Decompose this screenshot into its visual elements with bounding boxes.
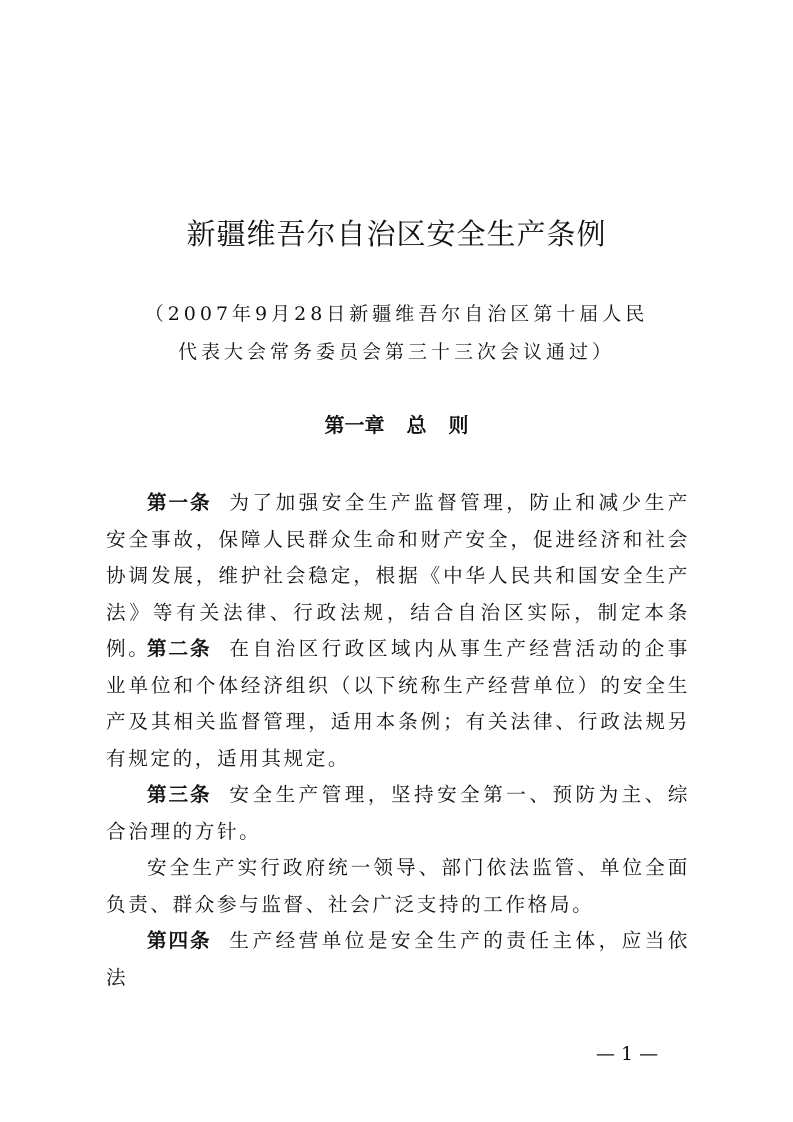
article-text: 生产经营单位是安全生产的责任主体，应当依法 (106, 929, 691, 989)
document-title: 新疆维吾尔自治区安全生产条例 (186, 217, 607, 251)
adoption-note-line-2: 代表大会常务委员会第三十三次会议通过） (177, 341, 615, 363)
article-paragraph (106, 631, 690, 777)
page-number: — 1 — (596, 1043, 659, 1065)
chapter-title-part-2: 则 (448, 413, 469, 437)
article-paragraph (106, 850, 690, 923)
chapter-number: 第一章 (324, 413, 385, 437)
article-label: 第四条 (147, 929, 212, 952)
adoption-note-line-1: （2007年9月28日新疆维吾尔自治区第十届人民 (144, 303, 649, 325)
article-label: 第三条 (147, 783, 212, 806)
article-label: 第一条 (147, 491, 212, 514)
article-text: 为了加强安全生产监督管理，防止和减少生产安全事故，保障人民群众生命和财产安全，促进经济和社会协调发展，维护社会稳定，根据《中华人民共和国安全生产法》等有关法律、行政法规，结合自治区实际，制定本条例。 (106, 491, 691, 660)
article-text: 在自治区行政区域内从事生产经营活动的企事业单位和个体经济组织（以下统称生产经营单位）的安全生产及其相关监督管理，适用本条例；有关法律、行政法规另有规定的，适用其规定。 (106, 637, 691, 770)
chapter-heading (0, 410, 793, 440)
chapter-title-part-1: 总 (406, 413, 427, 437)
article-label: 第二条 (147, 637, 212, 660)
article-paragraph (106, 777, 690, 850)
article-paragraph (106, 923, 690, 996)
article-text: 安全生产实行政府统一领导、部门依法监管、单位全面负责、群众参与监督、社会广泛支持的工作格局。 (106, 856, 690, 916)
article-text: 安全生产管理，坚持安全第一、预防为主、综合治理的方针。 (106, 783, 691, 843)
